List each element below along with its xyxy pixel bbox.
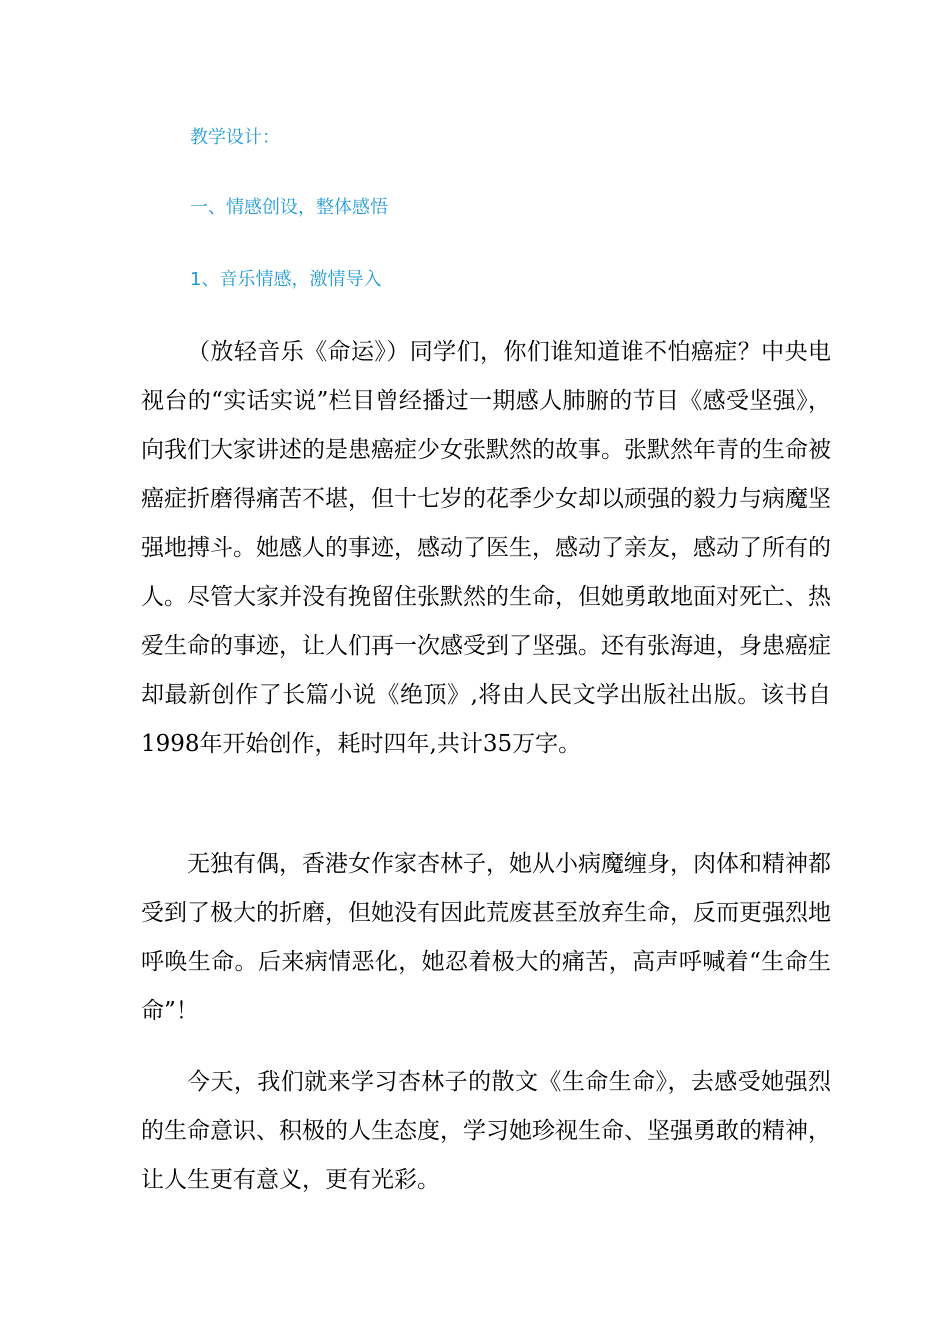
paragraph-intro: （放轻音乐《命运》）同学们，你们谁知道谁不怕癌症？中央电视台的“实话实说”栏目曾经播过一期感人肺腑的节目《感受坚强》，向我们大家讲述的是患癌症少女张默然的故事。张默然年青的生命被癌症折磨得痛苦不堪，但十七岁的花季少女却以顽强的毅力与病魔坚强地搏斗。她感人的事迹，感动了医生，感动了亲友，感动了所有的人。尽管大家并没有挽留住张默然的生命，但她勇敢地面对死亡、热爱生命的事迹，让人们再一次感受到了坚强。还有张海迪，身患癌症却最新创作了长篇小说《绝顶》,将由人民文学出版社出版。该书自1998年开始创作，耗时四年,共计35万字。 <box>141 339 831 757</box>
paragraph-xinglinzi: 无独有偶，香港女作家杏林子，她从小病魔缠身，肉体和精神都受到了极大的折磨，但她没有因此荒废甚至放弃生命，反而更强烈地呼唤生命。后来病情恶化，她忍着极大的痛苦，高声呼喊着“生命生命”！ <box>141 851 831 1024</box>
section-heading-teaching-design: 教学设计： <box>190 127 280 148</box>
section-heading-music-intro: 1、音乐情感，激情导入 <box>190 269 382 290</box>
section-heading-emotion: 一、情感创设，整体感悟 <box>190 197 388 218</box>
paragraph-today: 今天，我们就来学习杏林子的散文《生命生命》，去感受她强烈的生命意识、积极的人生态度，学习她珍视生命、坚强勇敢的精神，让人生更有意义，更有光彩。 <box>141 1069 831 1193</box>
